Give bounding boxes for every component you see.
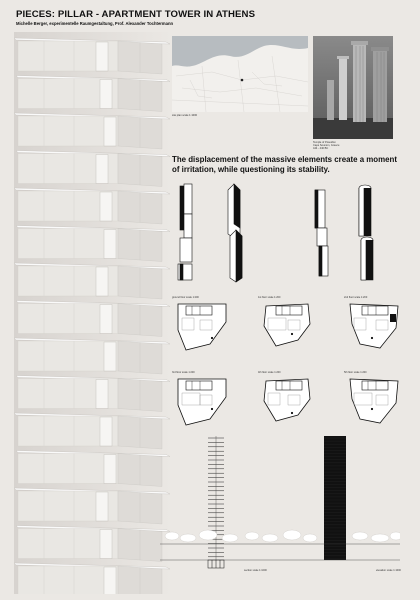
floor-plan <box>172 371 232 431</box>
section-elevation-graphic <box>160 432 400 582</box>
floor-plan-caption: 4th floor scale 1:200 <box>258 371 281 374</box>
section-elevation <box>160 432 400 582</box>
floor-plan-graphic <box>172 375 232 431</box>
floor-plan-graphic <box>258 300 318 356</box>
floor-plan <box>344 371 404 431</box>
floor-plan-caption: 5th floor scale 1:200 <box>344 371 367 374</box>
floor-plan-caption: 2nd floor scale 1:200 <box>344 296 368 299</box>
volume-diagrams <box>170 180 400 290</box>
photo-caption-line: Temple of Poseidon <box>313 141 336 144</box>
site-plan <box>172 36 308 112</box>
photo-caption-line: Cape Sounion, Greece <box>313 144 340 148</box>
temple-photo <box>313 36 393 139</box>
floor-plan <box>258 371 318 431</box>
poster-subtitle: Michelle Berger, experimentelle Raumgestaltung, Prof. Alexander Tochtermann <box>16 21 174 26</box>
site-plan-caption: site plan scale 1:1000 <box>172 114 198 117</box>
elevation-caption: elevation scale 1:1000 <box>376 569 401 572</box>
photo-caption <box>313 141 393 151</box>
site-plan-graphic <box>172 36 308 112</box>
floor-plan-graphic <box>172 300 232 356</box>
floor-plan <box>344 296 404 356</box>
floor-plan-graphic <box>344 300 404 356</box>
design-statement: The displacement of the massive elements create a moment of irritation, while questioning its stability. <box>172 155 397 174</box>
floor-plan-caption: 1st floor scale 1:200 <box>258 296 281 299</box>
section-caption: section scale 1:1000 <box>244 569 267 572</box>
floor-plan-caption: 3rd floor scale 1:200 <box>172 371 195 374</box>
floor-plan-caption: ground floor scale 1:200 <box>172 296 199 299</box>
temple-photo-graphic <box>313 36 393 139</box>
floor-plan <box>258 296 318 356</box>
tower-rendering <box>14 32 172 594</box>
tower-rendering-graphic <box>14 32 172 594</box>
floor-plan-graphic <box>258 375 318 431</box>
floor-plan <box>172 296 232 356</box>
poster-title: PIECES: PILLAR - APARTMENT TOWER IN ATHENS <box>16 9 256 20</box>
floor-plan-graphic <box>344 375 404 431</box>
volume-diagrams-graphic <box>170 180 400 290</box>
photo-caption-line: 444 - 440 BC <box>313 147 329 151</box>
